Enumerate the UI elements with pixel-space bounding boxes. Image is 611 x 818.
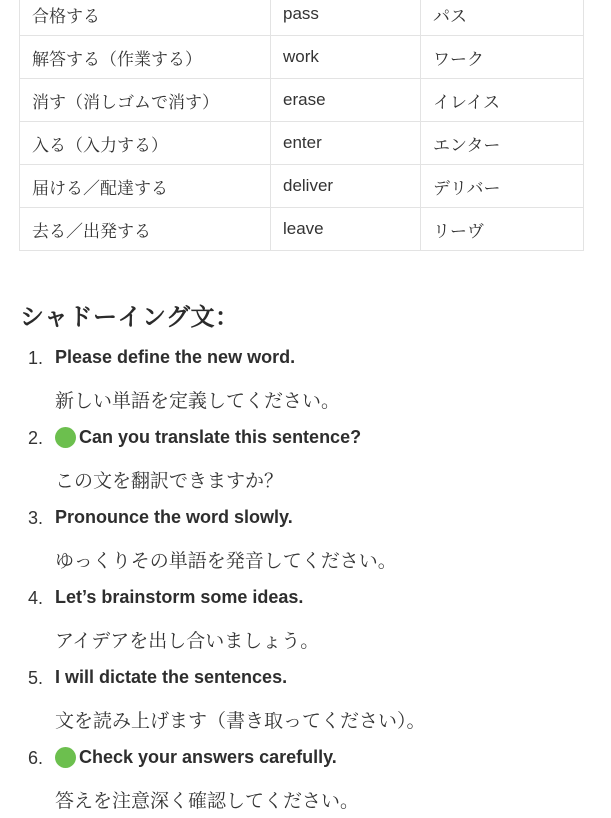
english-sentence: I will dictate the sentences. bbox=[55, 667, 288, 687]
english-sentence: Please define the new word. bbox=[55, 347, 296, 367]
japanese-translation: 答えを注意深く確認してください。 bbox=[55, 790, 360, 812]
section-title: シャドーイング文： bbox=[20, 303, 240, 331]
japanese-cell: 合格する bbox=[20, 0, 271, 36]
english-sentence: Can you translate this sentence? bbox=[79, 427, 362, 447]
list-item bbox=[0, 418, 611, 498]
japanese-cell: 去る／出発する bbox=[20, 208, 271, 251]
list-item bbox=[0, 738, 611, 818]
katakana-cell: パス bbox=[421, 0, 584, 36]
vocabulary-table bbox=[19, 0, 584, 251]
item-number: 6. bbox=[28, 748, 44, 768]
list-item bbox=[0, 498, 611, 578]
item-number: 2. bbox=[28, 428, 44, 448]
katakana-cell: ワーク bbox=[421, 36, 584, 79]
english-sentence: Pronounce the word slowly. bbox=[55, 507, 293, 527]
table-row bbox=[20, 122, 584, 165]
green-circle-icon bbox=[55, 427, 76, 448]
table-row bbox=[20, 36, 584, 79]
japanese-translation: ゆっくりその単語を発音してください。 bbox=[55, 550, 397, 572]
japanese-cell: 入る（入力する） bbox=[20, 122, 271, 165]
japanese-translation: アイデアを出し合いましょう。 bbox=[55, 630, 320, 652]
english-cell: leave bbox=[271, 208, 421, 251]
english-sentence: Check your answers carefully. bbox=[79, 747, 337, 767]
english-cell: deliver bbox=[271, 165, 421, 208]
item-number: 3. bbox=[28, 508, 44, 528]
table-row bbox=[20, 208, 584, 251]
english-cell: erase bbox=[271, 79, 421, 122]
katakana-cell: イレイス bbox=[421, 79, 584, 122]
japanese-cell: 消す（消しゴムで消す） bbox=[20, 79, 271, 122]
table-row bbox=[20, 79, 584, 122]
japanese-translation: 文を読み上げます（書き取ってください）。 bbox=[55, 710, 426, 732]
english-cell: pass bbox=[271, 0, 421, 36]
item-number: 4. bbox=[28, 588, 44, 608]
list-item bbox=[0, 578, 611, 658]
item-number: 5. bbox=[28, 668, 44, 688]
table-row bbox=[20, 165, 584, 208]
list-item bbox=[0, 338, 611, 418]
katakana-cell: リーヴ bbox=[421, 208, 584, 251]
japanese-cell: 解答する（作業する） bbox=[20, 36, 271, 79]
item-number: 1. bbox=[28, 348, 44, 368]
english-cell: work bbox=[271, 36, 421, 79]
list-item bbox=[0, 658, 611, 738]
english-cell: enter bbox=[271, 122, 421, 165]
green-circle-icon bbox=[55, 747, 76, 768]
japanese-translation: この文を翻訳できますか？ bbox=[55, 470, 284, 492]
shadowing-sentence-list bbox=[0, 338, 611, 818]
japanese-translation: 新しい単語を定義してください。 bbox=[55, 390, 341, 412]
japanese-cell: 届ける／配達する bbox=[20, 165, 271, 208]
katakana-cell: デリバー bbox=[421, 165, 584, 208]
english-sentence: Let’s brainstorm some ideas. bbox=[55, 587, 304, 607]
katakana-cell: エンター bbox=[421, 122, 584, 165]
table-row bbox=[20, 0, 584, 36]
